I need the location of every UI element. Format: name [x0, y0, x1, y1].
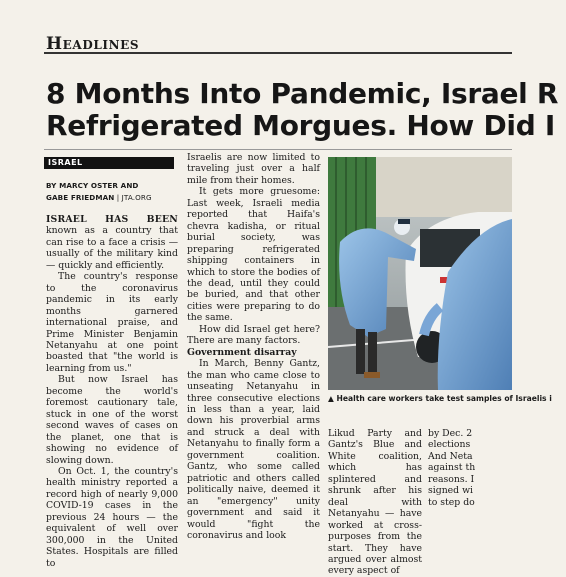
- article-column-2: [187, 152, 320, 541]
- byline-line-2: [46, 192, 181, 204]
- section-header: Headlines: [46, 34, 140, 54]
- paragraph: Likud Party and Gantz's Blue and White coalition, which has splintered and shrunk after his deal with Netanyahu — have worked at cross-purposes from the start. They have argued over almost every aspect of: [328, 428, 422, 577]
- paragraph: In March, Benny Gantz, the man who came close to unseating Netanyahu in three consecutive elections in less than a year, laid down his proverbial arms and struck a deal with Netanyahu to finally form a government coalition. Gantz, who some called patriotic and others called politically naive, deemed it an "emergency" unity government and said it would "fight the coronavirus and look: [187, 358, 320, 541]
- text-line: reasons. I: [428, 473, 475, 485]
- text-line: elections: [428, 439, 471, 451]
- article-column-4: [428, 428, 522, 508]
- text-line: And Neta: [428, 450, 473, 462]
- text-line: signed wi: [428, 485, 474, 497]
- category-tag: ISRAEL: [44, 157, 174, 169]
- paragraph: On Oct. 1, the country's health ministry reported a record high of nearly 9,000 COVID-19 cases in the previous 24 hours — the equivalent of well over 300,000 in the United States. Hospitals are filled to: [46, 465, 178, 569]
- byline-source: | JTA.ORG: [114, 193, 152, 202]
- article-column-3: [328, 428, 422, 577]
- photo-caption: ▲ Health care workers take test samples of Israelis i: [328, 394, 552, 403]
- paragraph: How did Israel get here? There are many factors.: [187, 323, 320, 347]
- lead-in: ISRAEL HAS BEEN: [46, 214, 178, 225]
- headline-line-2: Refrigerated Morgues. How Did I: [46, 109, 556, 142]
- byline-line-1: BY MARCY OSTER AND: [46, 181, 139, 190]
- byline-authors: GABE FRIEDMAN: [46, 193, 115, 202]
- headline-line-1: 8 Months Into Pandemic, Israel R: [46, 77, 559, 110]
- article-column-1: [46, 214, 178, 569]
- section-rule: [44, 52, 512, 54]
- subheading: Government disarray: [187, 346, 297, 358]
- paragraph: But now Israel has become the world's foremost cautionary tale, stuck in one of the worst second waves of cases on the planet, one that is showing no evidence of slowing down.: [46, 374, 178, 466]
- paragraph-text: known as a country that can rise to a face a crisis — usually of the military kind — quickly and efficiently.: [46, 225, 178, 271]
- text-line: by Dec. 2: [428, 428, 473, 439]
- text-line: against th: [428, 462, 476, 474]
- headline-rule: [44, 149, 512, 150]
- news-photo: [328, 157, 512, 390]
- paragraph: Israelis are now limited to traveling just over a half mile from their homes.: [187, 152, 320, 186]
- paragraph: It gets more gruesome: Last week, Israeli media reported that Haifa's chevra kadisha, or ritual burial society, was preparing refrigerated shipping containers in which to store the bodies of the dead, until they could be buried, and that other cities were preparing to do the same.: [187, 186, 320, 324]
- paragraph: The country's response to the coronavirus pandemic in its early months garnered international praise, and Prime Minister Benjamin Netanyahu at one point boasted that "the world is learning from us.": [46, 271, 178, 374]
- paragraph: [46, 214, 178, 271]
- headline: [46, 78, 566, 142]
- text-line: to step do: [428, 496, 475, 508]
- byline: [46, 180, 181, 204]
- photo-illustration: [328, 157, 512, 390]
